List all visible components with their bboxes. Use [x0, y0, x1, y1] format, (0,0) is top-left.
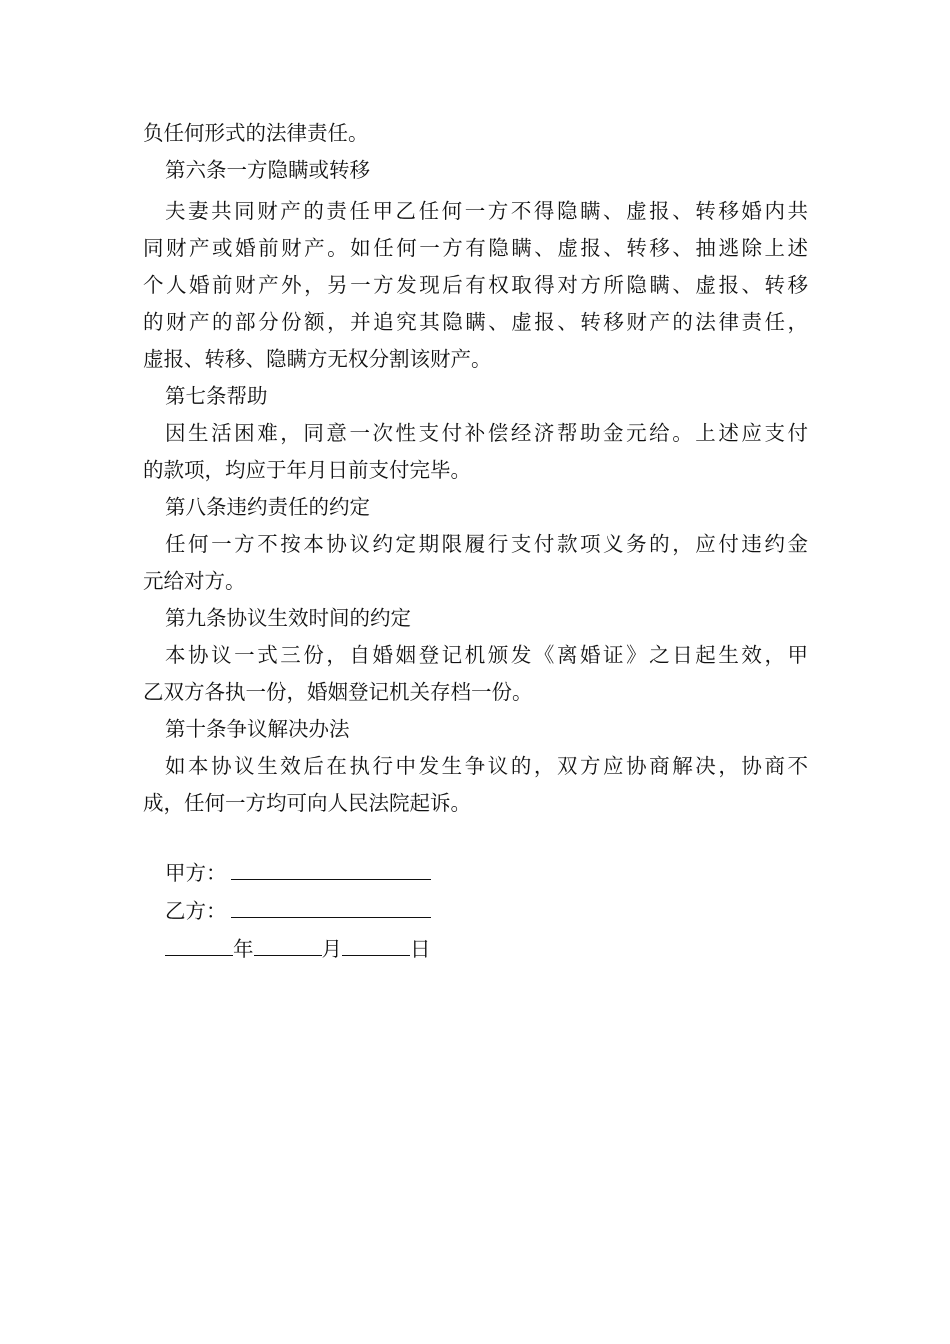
text-line: 成，任何一方均可向人民法院起诉。 — [143, 791, 471, 815]
day-label: 日 — [410, 937, 431, 961]
article-7-heading: 第七条帮助 — [165, 384, 268, 408]
year-field[interactable] — [165, 935, 233, 956]
article-10-heading: 第十条争议解决办法 — [165, 717, 350, 741]
signature-date — [165, 934, 431, 964]
text-line: 个人婚前财产外，另一方发现后有权取得对方所隐瞒、虚报、转移 — [143, 273, 808, 297]
text-line: 乙双方各执一份，婚姻登记机关存档一份。 — [143, 680, 533, 704]
text-line: 本协议一式三份，自婚姻登记机颁发《离婚证》之日起生效，甲 — [165, 643, 808, 667]
article-6-heading: 第六条一方隐瞒或转移 — [165, 158, 370, 182]
day-field[interactable] — [342, 935, 410, 956]
month-field[interactable] — [254, 935, 322, 956]
party-a-signature-field[interactable] — [231, 859, 431, 880]
month-label: 月 — [321, 937, 342, 961]
party-b-signature — [165, 896, 431, 926]
text-line: 的财产的部分份额，并追究其隐瞒、虚报、转移财产的法律责任， — [143, 310, 808, 334]
text-line: 的款项，均应于年月日前支付完毕。 — [143, 458, 471, 482]
party-a-label: 甲方： — [165, 861, 227, 885]
text-line: 如本协议生效后在执行中发生争议的，双方应协商解决，协商不 — [165, 754, 808, 778]
article-8-heading: 第八条违约责任的约定 — [165, 495, 370, 519]
year-label: 年 — [233, 937, 254, 961]
party-b-label: 乙方： — [165, 899, 227, 923]
text-line: 同财产或婚前财产。如任何一方有隐瞒、虚报、转移、抽逃除上述 — [143, 236, 808, 260]
party-a-signature — [165, 858, 431, 888]
text-line: 元给对方。 — [143, 569, 246, 593]
party-b-signature-field[interactable] — [231, 897, 431, 918]
text-line: 夫妻共同财产的责任甲乙任何一方不得隐瞒、虚报、转移婚内共 — [165, 199, 808, 223]
article-9-heading: 第九条协议生效时间的约定 — [165, 606, 411, 630]
text-line: 虚报、转移、隐瞒方无权分割该财产。 — [143, 347, 492, 371]
text-line: 负任何形式的法律责任。 — [143, 121, 369, 145]
text-line: 任何一方不按本协议约定期限履行支付款项义务的，应付违约金 — [165, 532, 808, 556]
text-line: 因生活困难，同意一次性支付补偿经济帮助金元给。上述应支付 — [165, 421, 808, 445]
